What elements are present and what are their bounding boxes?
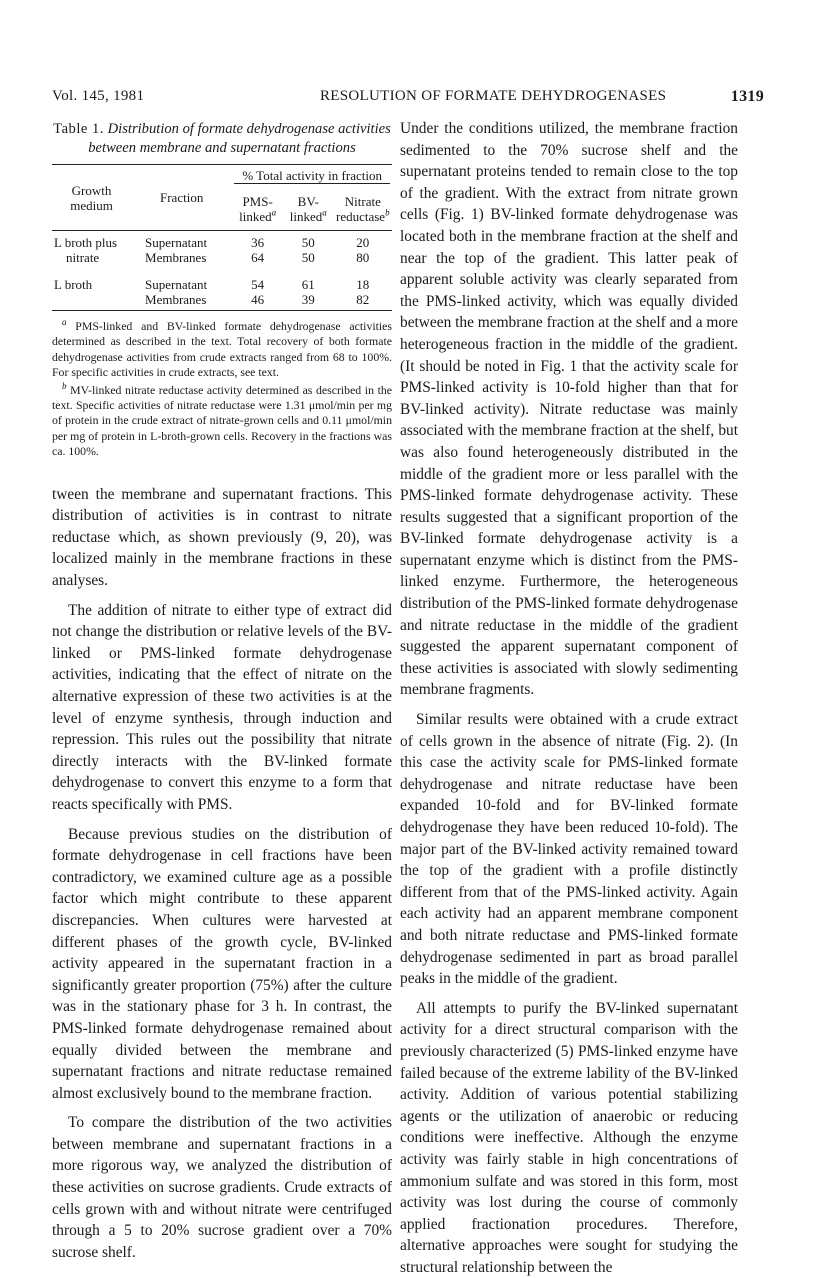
col-header-pms: PMS-linked$^a$ — [239, 194, 277, 224]
col-header-nitrate: Nitrate reductase$^b$ — [336, 194, 390, 224]
table-caption — [52, 120, 392, 158]
table-row — [52, 250, 392, 265]
table-label: Table 1. — [53, 121, 104, 137]
group-header: % Total activity in fraction — [234, 168, 390, 184]
cell-medium: L broth — [54, 277, 93, 292]
body-paragraph: The addition of nitrate to either type of extract did not change the distribution or relative levels of the BV-linked or PMS-linked formate dehydrogenase activities, indicating that the effect of nitrate on the alternative expression of these two activities is at the level of enzyme synthesis, through induction and repression. This rules out the possibility that nitrate directly interacts with the BV-linked formate dehydrogenase to convert this enzyme to a form that reacts specifically with PMS. — [52, 601, 392, 813]
body-paragraph: All attempts to purify the BV-linked supernatant activity for a direct structural comparison with the previously characterized (5) PMS-linked enzyme have failed because of the extreme lability of the BV-linked activity. Addition of various potential stabilizing agents or the utilization of anaerobic or reducing conditions were ineffective. Although the enzyme activity was fairly stable in high concentrations of ammonium sulfate and was stored in this form, most activity was lost during the course of commonly applied fractionation procedures. Therefore, alternative approaches were sought for studying the structural relationship between the — [400, 999, 738, 1276]
cell-pms: 54 — [251, 277, 265, 292]
footnote-b: $^b$ MV-linked nitrate reductase activity determined as described in the text. Specific activities of nitrate reductase were 1.31 μmol/min per mg of protein in the crude extract of nitrate-grown cells and 0.11 μmol/min per mg of protein in L-broth-grown cells. Recovery in the fractions was ca. 100%. — [52, 380, 392, 459]
page-number: 1319 — [730, 88, 764, 105]
cell-pms: 36 — [232, 231, 283, 251]
journal-volume: Vol. 145, 1981 — [52, 88, 145, 104]
cell-pms: 46 — [232, 292, 283, 311]
body-paragraph: tween the membrane and supernatant fractions. This distribution of activities is in contrast to nitrate reductase which, as shown previously (9, 20), was localized mainly in the membrane fractions in these analyses. — [52, 485, 392, 590]
cell-nitrate: 20 — [334, 231, 392, 251]
cell-bv: 39 — [283, 292, 334, 311]
cell-nitrate: 82 — [334, 292, 392, 311]
cell-bv: 50 — [301, 250, 315, 265]
table-title: Distribution of formate dehydrogenase activities between membrane and supernatant fractions — [88, 121, 391, 156]
right-column — [400, 118, 738, 1278]
col-header-fraction: Fraction — [131, 165, 232, 231]
table-row — [52, 231, 392, 251]
table-row — [52, 292, 392, 311]
cell-fraction: Supernatant — [131, 231, 232, 251]
col-header-bv: BV-linked$^a$ — [289, 194, 327, 224]
cell-nitrate: 80 — [356, 250, 370, 265]
data-table — [52, 164, 392, 311]
running-title: RESOLUTION OF FORMATE DEHYDROGENASES — [320, 88, 667, 104]
body-paragraph: Because previous studies on the distribution of formate dehydrogenase in cell fractions have been contradictory, we examined culture age as a possible factor which might contribute to these apparent discrepancies. When cultures were harvested at different phases of the growth cycle, BV-linked activity appeared in the supernatant fraction in a significantly greater proportion (75%) after the culture was in the stationary phase for 3 h. In contrast, the PMS-linked formate dehydrogenase remained about equally divided between the membrane and supernatant fractions and nitrate reductase remained almost exclusively bound to the membrane fraction. — [52, 825, 392, 1102]
cell-medium: L broth plus — [52, 231, 131, 251]
col-header-growth-medium: Growth medium — [52, 165, 131, 231]
cell-pms: 64 — [251, 250, 265, 265]
left-column — [52, 118, 392, 1263]
cell-bv: 50 — [283, 231, 334, 251]
cell-fraction: Supernatant — [145, 277, 208, 292]
running-header — [52, 88, 764, 110]
cell-medium — [52, 292, 131, 311]
body-paragraph: Under the conditions utilized, the membrane fraction sedimented to the 70% sucrose shelf and the supernatant proteins tended to remain close to the top of the gradient. With the extract from nitrate grown cells (Fig. 1) BV-linked formate dehydrogenase was located both in the membrane fraction at the shelf and near the top of the gradient. This latter peak of apparent soluble activity was clearly separated from the PMS-linked activity, which was equally divided between the membrane fraction at the shelf and a more heterogeneous fraction in the middle of the gradient. (It should be noted in Fig. 1 that the activity scale for PMS-linked activity is 10-fold higher than that for BV-linked activity). Nitrate reductase was mainly associated with the membrane fraction at the shelf, but was also found heterogeneously distributed in the middle of the gradient more or less parallel with the PMS-linked formate dehydrogenase activity. These results suggested that a significant proportion of the BV-linked formate dehydrogenase activity is a supernatant enzyme which is distinct from the PMS-linked enzyme. Furthermore, the heterogeneous distribution of the PMS-linked formate dehydrogenase and nitrate reductase in the middle of the gradient suggested the apparent supernatant component of these activities is associated with slowly sedimenting membrane fragments. — [400, 120, 739, 699]
cell-nitrate: 18 — [356, 277, 370, 292]
table-footnotes — [52, 319, 392, 460]
body-paragraph: To compare the distribution of the two activities between membrane and supernatant fractions in a more rigorous way, we analyzed the distribution of these activities on sucrose gradients. Crude extracts of cells grown with and without nitrate were centrifuged through a 5 to 20% sucrose gradient over a 70% sucrose shelf. — [52, 1114, 392, 1261]
cell-fraction: Membranes — [131, 292, 232, 311]
body-paragraph: Similar results were obtained with a crude extract of cells grown in the absence of nitrate (Fig. 2). (In this case the activity scale for PMS-linked formate dehydrogenase and nitrate reductase have been expanded 10-fold and for BV-linked formate dehydrogenase they have been reduced 10-fold). The major part of the BV-linked activity remained toward the top of the gradient with a profile distinctly different from that of the PMS-linked activity. Again each activity had an apparent membrane component and both nitrate reductase and PMS-linked formate dehydrogenase sedimented in part as broad parallel peaks in the middle of the gradient. — [400, 711, 738, 988]
cell-bv: 61 — [301, 277, 315, 292]
cell-fraction: Membranes — [145, 250, 207, 265]
table-row — [52, 265, 392, 292]
footnote-a: $^a$ PMS-linked and BV-linked formate dehydrogenase activities determined as described in the text. Total recovery of both formate dehydrogenase activities from crude extracts ranged from 68 to 100%. For specific activities in crude extracts, see text. — [52, 317, 393, 380]
cell-medium: nitrate — [66, 250, 100, 265]
